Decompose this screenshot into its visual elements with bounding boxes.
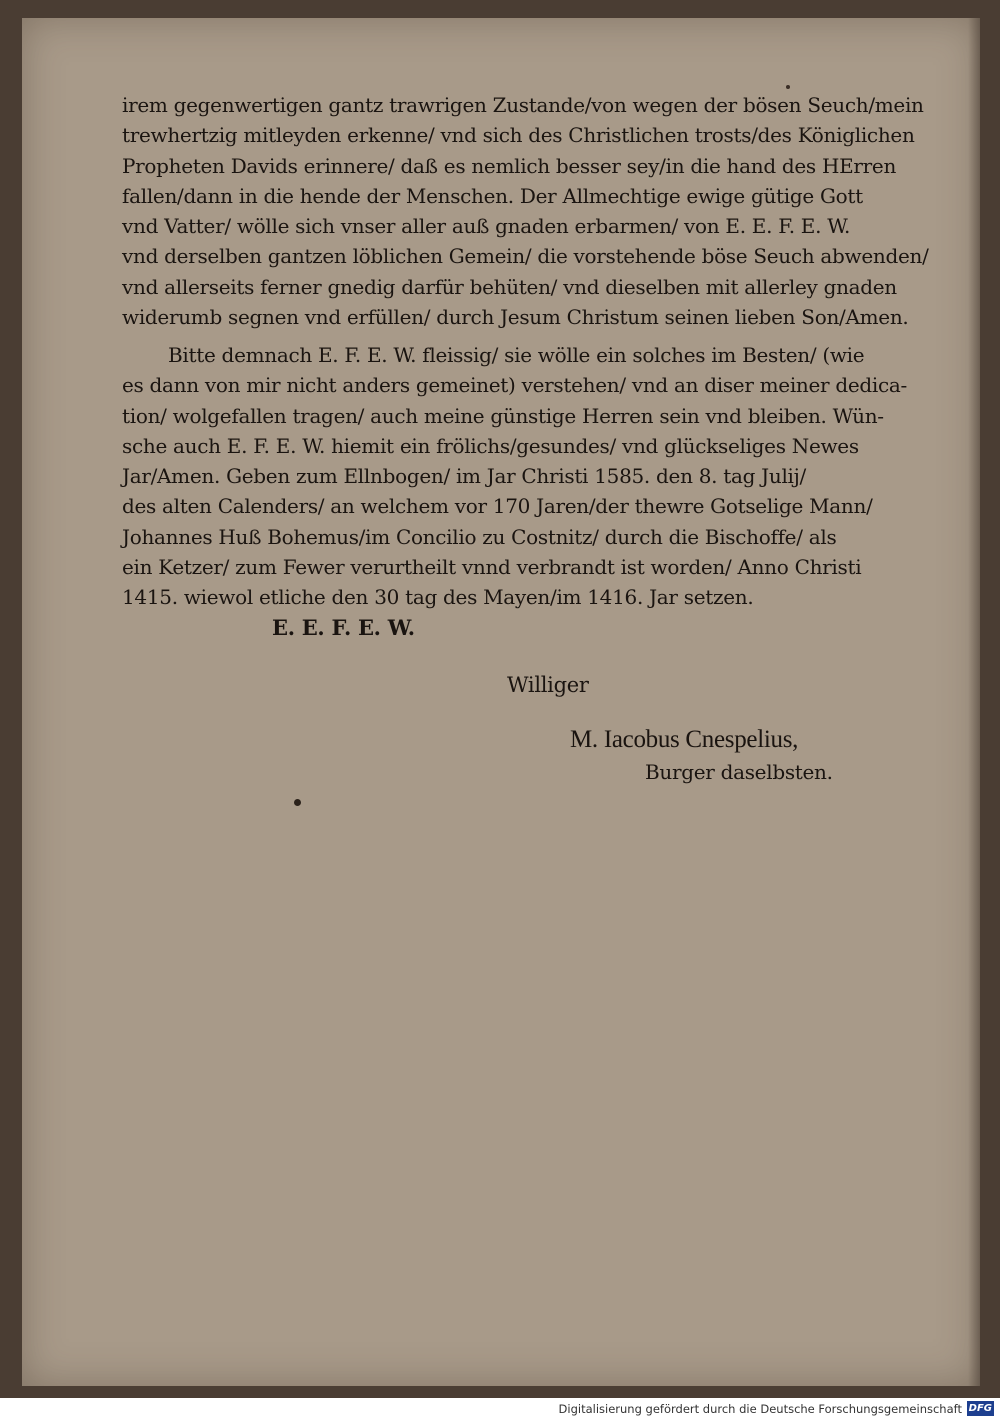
text-line: tion/ wolgefallen tragen/ auch meine günstige Herren sein vnd bleiben. Wün- (122, 403, 884, 428)
salutation: E. E. F. E. W. (272, 615, 415, 640)
paragraph-2 (122, 340, 907, 613)
text-line: Jar/Amen. Geben zum Ellnbogen/ im Jar Christi 1585. den 8. tag Julij/ (122, 464, 806, 489)
text-line: Propheten Davids erinnere/ daß es nemlich besser sey/in die hand des HErren (122, 153, 897, 178)
dfg-logo-icon[interactable]: DFG (968, 1403, 992, 1414)
text-line: Johannes Huß Bohemus/im Concilio zu Costnitz/ durch die Bischoffe/ als (122, 524, 837, 549)
text-line: vnd derselben gantzen löblichen Gemein/ die vorstehende böse Seuch abwenden/ (122, 244, 929, 269)
author-name: M. Iacobus Cnespelius, (570, 726, 799, 753)
page-edge-shadow (968, 18, 980, 1386)
text-line: trewhertzig mitleyden erkenne/ vnd sich des Christlichen trosts/des Königlichen (122, 123, 915, 148)
ink-dot (294, 799, 301, 806)
text-line: vnd Vatter/ wölle sich vnser aller auß gnaden erbarmen/ von E. E. F. E. W. (122, 214, 851, 239)
text-line: Bitte demnach E. F. E. W. fleissig/ sie wölle ein solches im Besten/ (wie (168, 343, 865, 367)
footer-bar (0, 1398, 1000, 1420)
text-line: widerumb segnen vnd erfüllen/ durch Jesum Christum seinen lieben Son/Amen. (122, 305, 909, 330)
text-line: ein Ketzer/ zum Fewer verurtheilt vnnd verbrandt ist worden/ Anno Christi (122, 555, 862, 580)
text-line: irem gegenwertigen gantz trawrigen Zustande/von wegen der bösen Seuch/mein (122, 93, 924, 117)
author-title: Burger daselbsten. (645, 760, 833, 784)
footer-credit: Digitalisierung gefördert durch die Deutsche Forschungsgemeinschaft (558, 1402, 962, 1416)
text-line: des alten Calenders/ an welchem vor 170 Jaren/der thewre Gotselige Mann/ (122, 494, 873, 519)
text-line: sche auch E. F. E. W. hiemit ein frölichs/gesundes/ vnd glückseliges Newes (122, 433, 859, 458)
closing-word: Williger (507, 673, 589, 697)
paragraph-1 (122, 90, 929, 332)
ink-speck (786, 85, 790, 89)
text-line: es dann von mir nicht anders gemeinet) verstehen/ vnd an diser meiner dedica- (122, 373, 907, 398)
text-line: 1415. wiewol etliche den 30 tag des Mayen/im 1416. Jar setzen. (122, 585, 754, 610)
text-line: fallen/dann in die hende der Menschen. Der Allmechtige ewige gütige Gott (122, 183, 863, 208)
text-line: vnd allerseits ferner gnedig darfür behüten/ vnd dieselben mit allerley gnaden (122, 274, 897, 299)
